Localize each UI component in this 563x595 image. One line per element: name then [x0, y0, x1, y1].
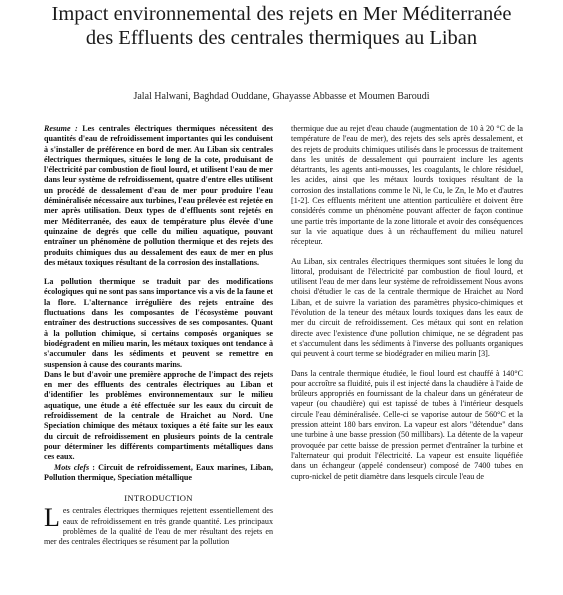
abstract-paragraph-2: La pollution thermique se traduit par des modifications écologiques qui ne sont pas sans importance vis a vis de la faune et la flore. L'alternance irrégulière des rejets entraîne des fluctuations dans les composantes de l'écosystème pouvant entraîner des destructions successives de ses composantes. Quant à la pollution chimique, si certains composés organiques se biodégradent en milieu marin, les métaux toxiques ont tendance à s'accumuler dans les sédiments et peuvent se remettre en suspension à cause des courants marins. [44, 277, 273, 369]
abstract-paragraph [44, 124, 273, 268]
right-paragraph-3: Dans la centrale thermique étudiée, le fioul lourd est chauffé à 140°C pour accroître sa fluidité, puis il est injecté dans la chaudière à l'aide de brûleurs appropriés en fournissant de la chaleur dans un générateur de vapeur (ou chaudière) qui est tapissé de tubes à l'intérieur desquels circule l'eau déminéralisée. Celle-ci se vaporise autour de 560°C et la pression atteint 180 bars environ. La vapeur est alors "détendue" dans une turbine à une basse pression (50 millibars). La détente de la vapeur provoquée par cette baisse de pression permet d'entraîner la turbine et l'alternateur qui produit l'électricité. La vapeur est ensuite liquéfiée dans un échangeur (appelé condenseur) composé de 7400 tubes en cupro-nickel de petit diamètre dans lesquels circule l'eau de [291, 368, 523, 481]
right-paragraph-2: Au Liban, six centrales électriques thermiques sont situées le long du littoral, produisant de l'électricité par combustion de fioul lourd, et utilisent l'eau de mer dans leur système de refroidissement Nous avons choisi d'étudier le cas de la centrale thermique de Hraichet au Nord Liban, et de suivre la variation des paramètres physico-chimiques et l'évolution de la teneur des métaux lourds toxiques dans les eaux de mer du circuit de refroidissement. Ces métaux qui sont en relation directe avec l'existence d'une pollution chimique, ne se dégradent pas et s'accumulent dans les sédiments à l'inverse des polluants organiques qui peuvent à court terme se biodégrader en milieu marin [3]. [291, 256, 523, 359]
keywords-text: : Circuit de refroidissement, Eaux marines, Liban, Pollution thermique, Speciation métallique [44, 462, 273, 482]
left-column [44, 124, 273, 595]
paper-authors: Jalal Halwani, Baghdad Ouddane, Ghayasse Abbasse et Moumen Baroudi [133, 91, 430, 102]
right-column [291, 124, 523, 595]
introduction-heading: INTRODUCTION [124, 493, 193, 504]
keywords-label: Mots clefs [54, 462, 90, 472]
right-paragraph-1: thermique due au rejet d'eau chaude (augmentation de 10 à 20 °C de la température de l'eau de mer), des rejets des sels après dessalement, et des rejets de produits chimiques utilisés dans le processus de traitement dans les unités de dessalement qui pourraient inclure les agents détartrants, les agents anti-mousses, les coagulants, le chlore résiduel, les acides, ainsi que les métaux lourds toxiques résultant de la corrosion des installations comme le Ni, le Cu, le Zn, le Mo et d'autres [1-2]. Ces effluents méritent une attention particulière et doivent être considérés comme un phénomène pouvant affecter de façon continue une partie très importante de la zone littorale et avoir des conséquences sur la vie aquatique dues à un réchauffement du milieu naturel récepteur. [291, 124, 523, 247]
keywords-paragraph [44, 463, 273, 484]
paper-title: Impact environnemental des rejets en Mer Méditerranée des Effluents des centrales thermiques au Liban [51, 3, 512, 49]
introduction-paragraph [44, 503, 273, 547]
abstract-text: Les centrales électriques thermiques nécessitent des quantités d'eau de refroidissement importantes qui les conduisent à s'installer de préférence en bord de mer. Au Liban six centrales électriques thermiques, situées le long de la cote, produisant de l'électricité par combustion de fioul lourd, et utilisent l'eau de mer dans leur système de refroidissement, quatre d'entre elles utilisent un procédé de dessalement d'eau de mer pour produire l'eau déminéralisée nécessaire aux turbines, l'eau prélevée est rejetée en mer après utilisation. Deux types de d'effluents sont rejetés en mer Méditerranée, des eaux de température plus élevée d'une quinzaine de degrés que celle du milieu aquatique, pouvant entraîner un phénomène de pollution thermique et des rejets des produits chimiques dus au dessalement des eaux de mer en plus des métaux toxiques résultant de la corrosion des installations. [44, 124, 273, 267]
dropcap-letter: L [44, 503, 60, 533]
abstract-label: Resume : [44, 124, 78, 133]
abstract-paragraph-3: Dans le but d'avoir une première approche de l'impact des rejets en mer des effluents des centrales électriques au Liban et d'identifier les problèmes environnementaux sur le milieu aquatique, une étude a été effectuée sur les eaux du circuit de refroidissement de la centrale de Hraichet au Nord. Une Speciation chimique des métaux toxiques a été faite sur les eaux du circuit de refroidissement en plusieurs points de la centrale pour déterminer les différents compartiments métalliques dans ces eaux. [44, 369, 273, 462]
introduction-text: es centrales électriques thermiques rejettent essentiellement des eaux de refroidissement en très grande quantité. Les principaux problèmes de la qualité de l'eau de mer résultant des rejets en mer des centrales électriques se résument par la pollution [44, 506, 273, 547]
